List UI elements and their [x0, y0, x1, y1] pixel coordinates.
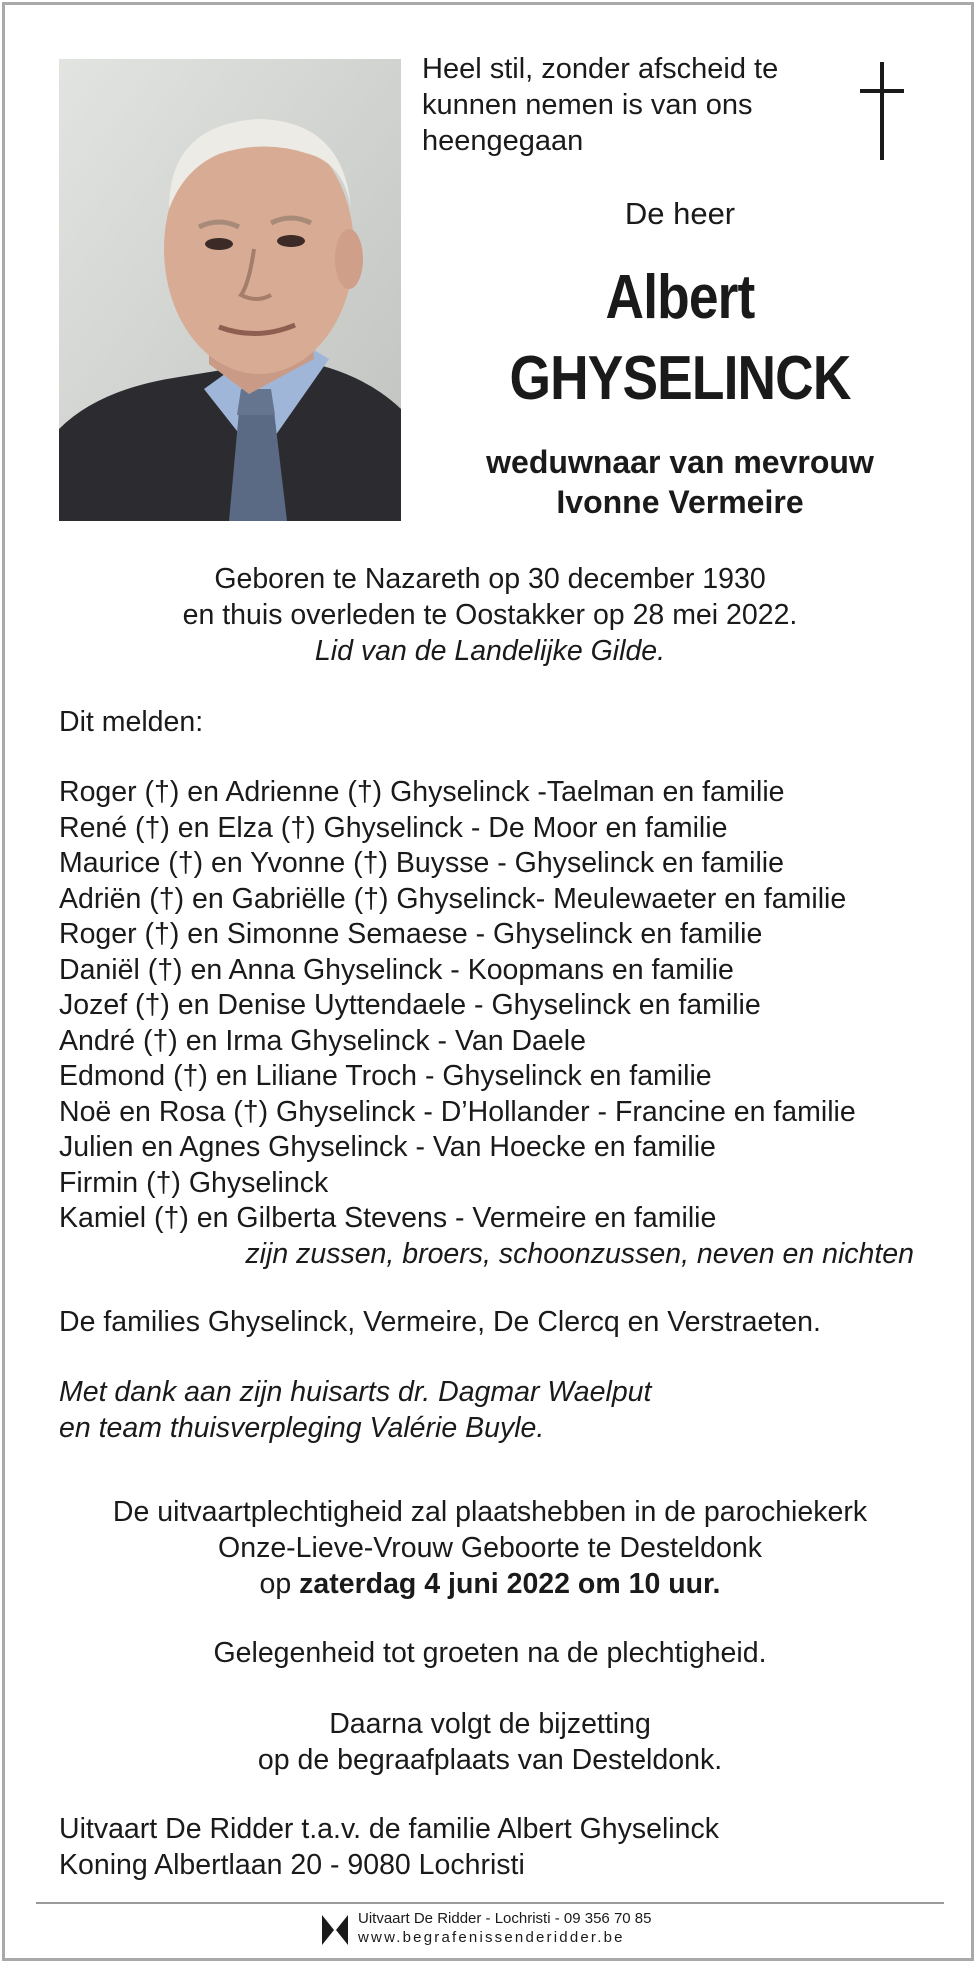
contact-block: [59, 1812, 939, 1883]
burial-line: Daarna volgt de bijzetting: [329, 1708, 651, 1740]
family-line: Firmin (†) Ghyselinck: [59, 1166, 329, 1199]
burial-block: [59, 1706, 921, 1778]
intro-line: heengegaan: [422, 125, 584, 157]
family-list: [59, 775, 939, 1272]
footer-divider: [36, 1902, 944, 1904]
thanks-line: en team thuisverpleging Valérie Buyle.: [59, 1411, 545, 1444]
family-line: Adriën (†) en Gabriëlle (†) Ghyselinck- Meulewaeter en familie: [59, 882, 847, 915]
ceremony-block: [59, 1494, 921, 1602]
death-line: en thuis overleden te Oostakker op 28 mei 2022.: [182, 599, 798, 631]
families-line: De families Ghyselinck, Vermeire, De Clercq en Verstraeten.: [59, 1306, 821, 1338]
funeral-home-logo: [320, 1913, 350, 1947]
family-line: Kamiel (†) en Gilberta Stevens - Vermeire en familie: [59, 1202, 717, 1234]
ceremony-line: De uitvaartplechtigheid zal plaatshebben in de parochiekerk: [112, 1496, 868, 1528]
ceremony-line: Onze-Lieve-Vrouw Geboorte te Desteldonk: [218, 1532, 762, 1564]
latin-cross-icon: [860, 62, 904, 160]
widow-spouse: Ivonne Vermeire: [556, 484, 804, 520]
intro-line: Heel stil, zonder afscheid te: [422, 53, 779, 85]
intro-line: kunnen nemen is van ons: [422, 89, 753, 121]
burial-line: op de begraafplaats van Desteldonk.: [257, 1744, 723, 1776]
family-line: René (†) en Elza (†) Ghyselinck - De Moor en familie: [59, 811, 728, 844]
last-name: GHYSELINCK: [509, 344, 851, 413]
thanks-block: [59, 1375, 939, 1446]
relatives-line: zijn zussen, broers, schoonzussen, neven en nichten: [245, 1237, 914, 1270]
widower-of: [420, 442, 940, 522]
family-line: Edmond (†) en Liliane Troch - Ghyselinck en familie: [59, 1060, 712, 1092]
ceremony-date-line: [59, 1566, 921, 1602]
first-name: Albert: [605, 263, 755, 332]
footer-website[interactable]: www.begrafenissenderidder.be: [358, 1929, 625, 1946]
announce-heading: Dit melden:: [59, 706, 204, 738]
family-line: Jozef (†) en Denise Uyttendaele - Ghyselinck en familie: [59, 989, 761, 1021]
footer: [320, 1910, 720, 1950]
contact-line: Uitvaart De Ridder t.a.v. de familie Albert Ghyselinck: [59, 1813, 719, 1845]
thanks-line: Met dank aan zijn huisarts dr. Dagmar Waelput: [59, 1376, 652, 1408]
ceremony-date: zaterdag 4 juni 2022 om 10 uur.: [299, 1568, 721, 1600]
honorific: De heer: [624, 196, 736, 231]
family-line: Roger (†) en Adrienne (†) Ghyselinck -Taelman en familie: [59, 776, 785, 808]
contact-line: Koning Albertlaan 20 - 9080 Lochristi: [59, 1848, 525, 1881]
family-line: Maurice (†) en Yvonne (†) Buysse - Ghyselinck en familie: [59, 847, 784, 879]
portrait-photo: [59, 59, 401, 521]
family-line: André (†) en Irma Ghyselinck - Van Daele: [59, 1024, 586, 1057]
widow-line: weduwnaar van mevrouw: [486, 444, 874, 480]
family-line: Roger (†) en Simonne Semaese - Ghyselinck en familie: [59, 918, 763, 950]
greeting-line: Gelegenheid tot groeten na de plechtigheid.: [213, 1637, 767, 1669]
birth-line: Geboren te Nazareth op 30 december 1930: [214, 563, 766, 595]
family-line: Daniël (†) en Anna Ghyselinck - Koopmans en familie: [59, 953, 734, 986]
footer-contact: Uitvaart De Ridder - Lochristi - 09 356 70 85: [358, 1910, 652, 1927]
intro-text: [422, 51, 842, 159]
membership: Lid van de Landelijke Gilde.: [314, 635, 666, 667]
family-line: Julien en Agnes Ghyselinck - Van Hoecke en familie: [59, 1131, 716, 1163]
birth-death-info: [59, 561, 921, 669]
family-line: Noë en Rosa (†) Ghyselinck - D’Hollander - Francine en familie: [59, 1095, 856, 1128]
ceremony-prefix: op: [259, 1568, 300, 1600]
